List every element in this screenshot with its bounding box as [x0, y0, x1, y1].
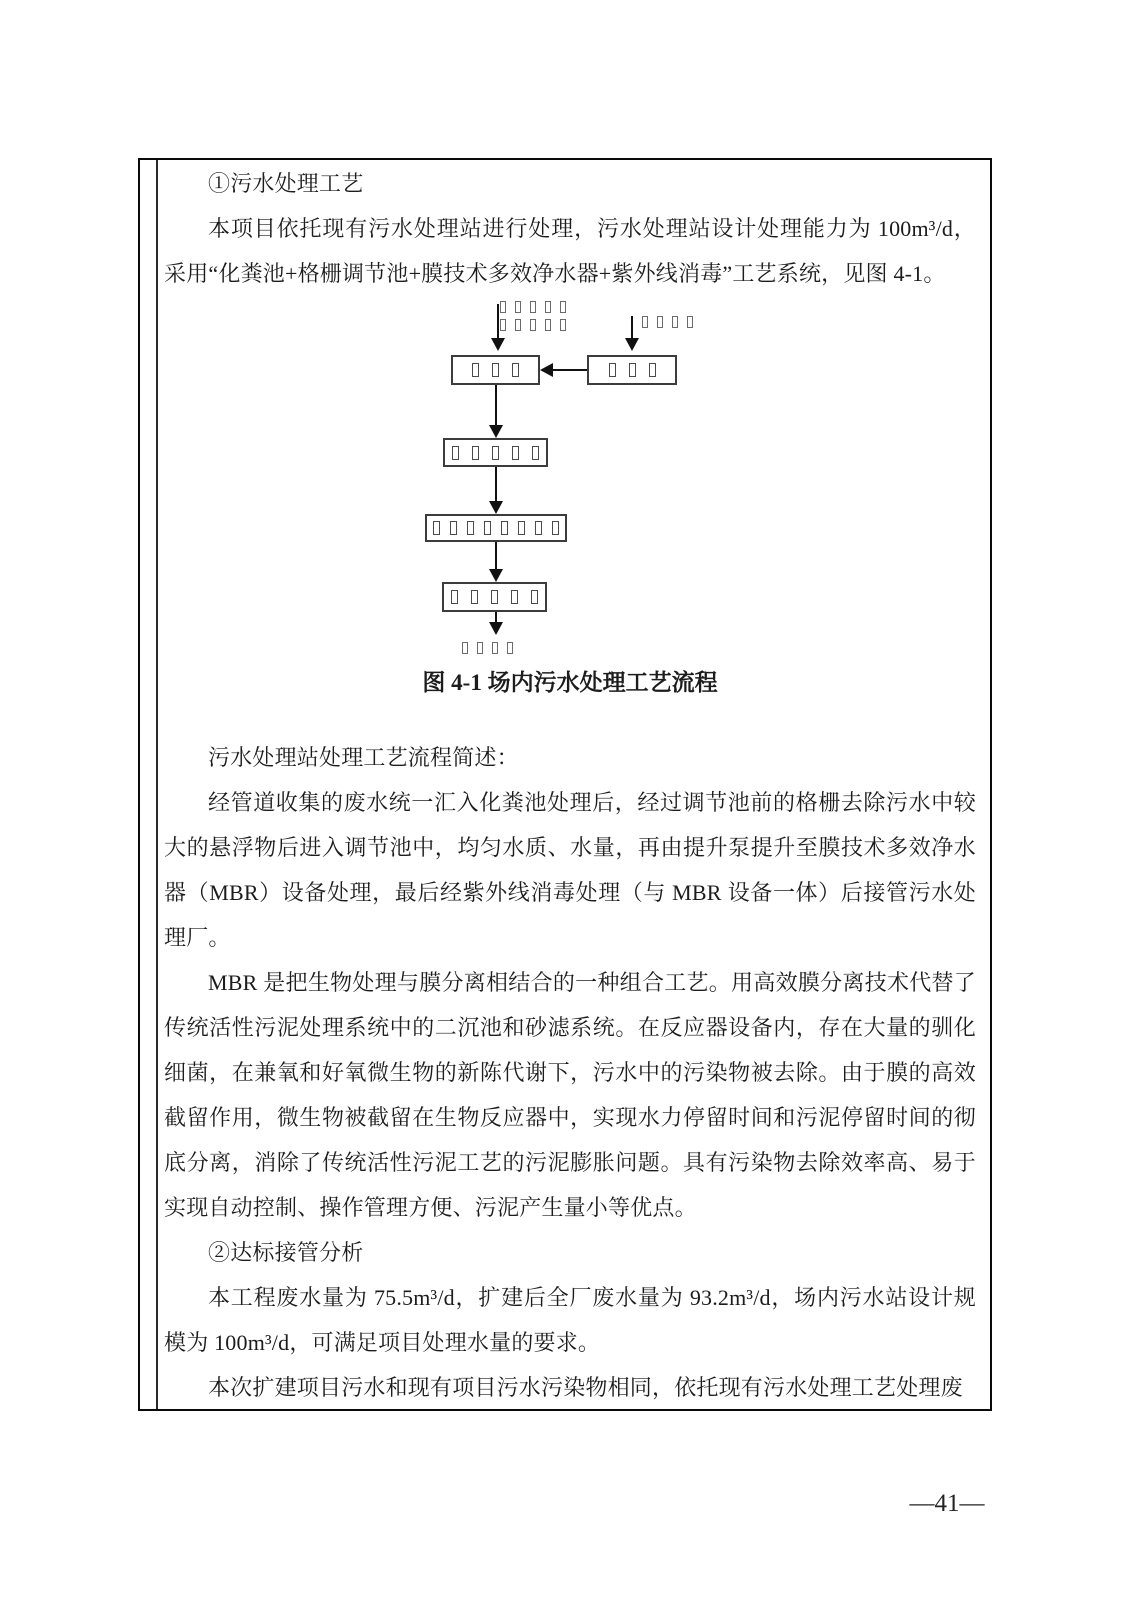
missing-glyph-box [545, 319, 551, 331]
process-description-paragraph: 经管道收集的废水统一汇入化粪池处理后，经过调节池前的格栅去除污水中较大的悬浮物后进入调节池中，均匀水质、水量，再由提升泵提升至膜技术多效净水器（MBR）设备处理，最后经紫外线消毒处理（与 MBR 设备一体）后接管污水处理厂。 [164, 790, 976, 950]
missing-glyph-box [545, 301, 551, 313]
tofu-text-row [500, 301, 566, 313]
arrowhead-down-icon [491, 338, 505, 351]
arrowhead-left-icon [540, 363, 553, 377]
arrowhead-down-icon [489, 569, 503, 582]
arrowhead-down-icon [489, 622, 503, 635]
missing-glyph-box [511, 590, 518, 604]
flow-box-top-left [451, 355, 540, 385]
wastewater-process-flowchart [164, 296, 976, 660]
arrowhead-down-icon [625, 338, 639, 351]
flow-box-top-right [587, 355, 677, 385]
missing-glyph-box [492, 446, 499, 460]
missing-glyph-box [532, 446, 539, 460]
missing-glyph-box [512, 363, 519, 377]
missing-glyph-box [609, 363, 616, 377]
missing-glyph-box [500, 319, 506, 331]
document-content [140, 160, 990, 1409]
missing-glyph-box [472, 363, 479, 377]
arrow-line-down-3 [495, 542, 497, 569]
arrowhead-down-icon [489, 425, 503, 438]
missing-glyph-box [512, 446, 519, 460]
intro-paragraph: 本项目依托现有污水处理站进行处理，污水处理站设计处理能力为 100m³/d，采用“化粪池+格栅调节池+膜技术多效净水器+紫外线消毒”工艺系统，见图 4-1。 [164, 216, 976, 286]
mbr-description-paragraph: MBR 是把生物处理与膜分离相结合的一种组合工艺。用高效膜分离技术代替了传统活性污泥处理系统中的二沉池和砂滤系统。在反应器设备内，存在大量的驯化细菌，在兼氧和好氧微生物的新陈代谢下，污水中的污染物被去除。由于膜的高效截留作用，微生物被截留在生物反应器中，实现水力停留时间和污泥停留时间的彻底分离，消除了传统活性污泥工艺的污泥膨胀问题。具有污染物去除效率高、易于实现自动控制、操作管理方便、污泥产生量小等优点。 [164, 970, 976, 1220]
tofu-text-row [500, 319, 566, 331]
outflow-label-bottom [462, 642, 513, 654]
flow-box-middle-1 [443, 438, 548, 467]
volume-analysis-paragraph: 本工程废水量为 75.5m³/d，扩建后全厂废水量为 93.2m³/d，场内污水站设计规模为 100m³/d，可满足项目处理水量的要求。 [164, 1285, 976, 1355]
document-table-cell [138, 158, 992, 1411]
arrow-line-down-2 [495, 467, 497, 501]
tofu-text-row [462, 642, 513, 654]
arrow-line-inflow-right [631, 316, 633, 338]
arrow-line-inflow-left [497, 304, 499, 338]
missing-glyph-box [433, 521, 440, 535]
page-number: —41— [909, 1490, 985, 1517]
missing-glyph-box [492, 642, 498, 654]
flow-box-middle-2 [425, 514, 567, 542]
arrow-line-down-1 [495, 385, 497, 425]
missing-glyph-box [560, 301, 566, 313]
missing-glyph-box [450, 521, 457, 535]
inflow-label-top-right [642, 316, 693, 328]
section-heading-1: ①污水处理工艺 [208, 171, 364, 196]
missing-glyph-box [484, 521, 491, 535]
missing-glyph-box [672, 316, 678, 328]
missing-glyph-box [531, 590, 538, 604]
missing-glyph-box [530, 319, 536, 331]
missing-glyph-box [492, 363, 499, 377]
arrowhead-down-icon [489, 501, 503, 514]
last-paragraph: 本次扩建项目污水和现有项目污水污染物相同，依托现有污水处理工艺处理废 [208, 1375, 963, 1400]
missing-glyph-box [535, 521, 542, 535]
missing-glyph-box [451, 590, 458, 604]
section-heading-2: ②达标接管分析 [208, 1240, 364, 1265]
arrow-line-right-to-left [553, 369, 587, 371]
process-brief-title: 污水处理站处理工艺流程简述： [208, 745, 519, 770]
inflow-label-top-left [500, 301, 566, 331]
figure-caption: 图 4-1 场内污水处理工艺流程 [422, 670, 718, 695]
missing-glyph-box [500, 301, 506, 313]
missing-glyph-box [649, 363, 656, 377]
tofu-text-row [642, 316, 693, 328]
missing-glyph-box [507, 642, 513, 654]
missing-glyph-box [560, 319, 566, 331]
missing-glyph-box [452, 446, 459, 460]
missing-glyph-box [642, 316, 648, 328]
missing-glyph-box [467, 521, 474, 535]
missing-glyph-box [462, 642, 468, 654]
arrow-line-outflow [495, 612, 497, 622]
missing-glyph-box [472, 446, 479, 460]
missing-glyph-box [515, 301, 521, 313]
missing-glyph-box [501, 521, 508, 535]
missing-glyph-box [477, 642, 483, 654]
missing-glyph-box [530, 301, 536, 313]
missing-glyph-box [552, 521, 559, 535]
missing-glyph-box [471, 590, 478, 604]
missing-glyph-box [687, 316, 693, 328]
missing-glyph-box [515, 319, 521, 331]
missing-glyph-box [657, 316, 663, 328]
flow-box-middle-3 [442, 582, 547, 612]
missing-glyph-box [491, 590, 498, 604]
missing-glyph-box [518, 521, 525, 535]
missing-glyph-box [629, 363, 636, 377]
